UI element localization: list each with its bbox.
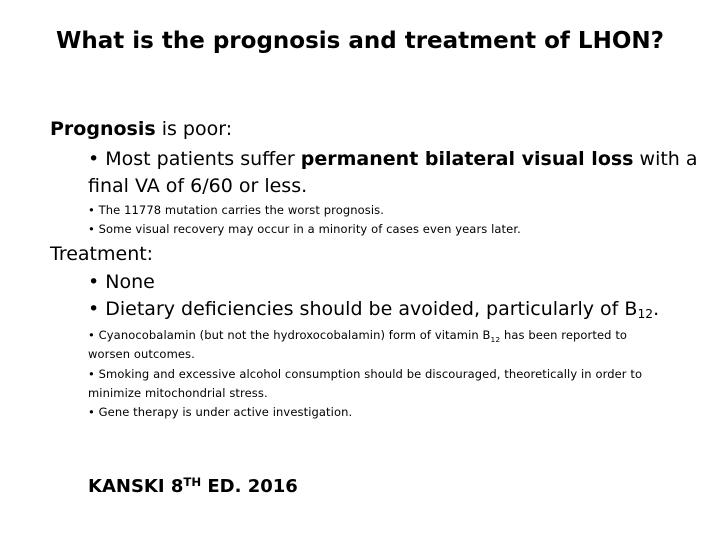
treatment-sub-bullet-1-line2: worsen outcomes. [88, 347, 195, 361]
treatment-sub-bullet-1 [88, 328, 627, 342]
reference-prefix: KANSKI 8 [88, 476, 184, 497]
prognosis-bullet-1-line2: final VA of 6/60 or less. [88, 175, 308, 197]
treatment-bullet-2-end: . [653, 298, 660, 320]
treatment-sub-bullet-2: • Smoking and excessive alcohol consumption should be discouraged, theoretically in order to [88, 367, 643, 381]
treatment-heading: Treatment: [50, 243, 154, 265]
treatment-bullet-2 [88, 298, 659, 320]
prognosis-bullet-1 [88, 148, 698, 170]
treatment-sub-bullet-1-a: • Cyanocobalamin (but not the hydroxocobalamin) form of vitamin B [88, 328, 491, 342]
prognosis-heading-rest: is poor: [155, 118, 233, 140]
prognosis-label: Prognosis [50, 118, 156, 140]
prognosis-heading [50, 118, 232, 140]
treatment-bullet-2-subscript: 12 [637, 307, 654, 321]
treatment-sub-bullet-3: • Gene therapy is under active investigation. [88, 405, 353, 419]
reference [88, 476, 298, 497]
treatment-sub-bullet-1-b: has been reported to [500, 328, 628, 342]
prognosis-bullet-1-suffix: with a [633, 148, 698, 170]
prognosis-sub-bullet-2: • Some visual recovery may occur in a minority of cases even years later. [88, 222, 521, 236]
treatment-bullet-2-text: • Dietary deficiencies should be avoided, particularly of B [88, 298, 638, 320]
prognosis-sub-bullet-1: • The 11778 mutation carries the worst prognosis. [88, 203, 385, 217]
treatment-bullet-1: • None [88, 271, 155, 293]
prognosis-bullet-1-bold: permanent bilateral visual loss [300, 148, 634, 170]
treatment-sub-bullet-2-line2: minimize mitochondrial stress. [88, 386, 268, 400]
reference-suffix: ED. 2016 [201, 476, 298, 497]
prognosis-bullet-1-prefix: • Most patients suffer [88, 148, 301, 170]
treatment-sub-bullet-1-subscript: 12 [490, 335, 501, 344]
slide-title: What is the prognosis and treatment of LHON? [56, 28, 664, 54]
reference-superscript: TH [183, 475, 202, 489]
